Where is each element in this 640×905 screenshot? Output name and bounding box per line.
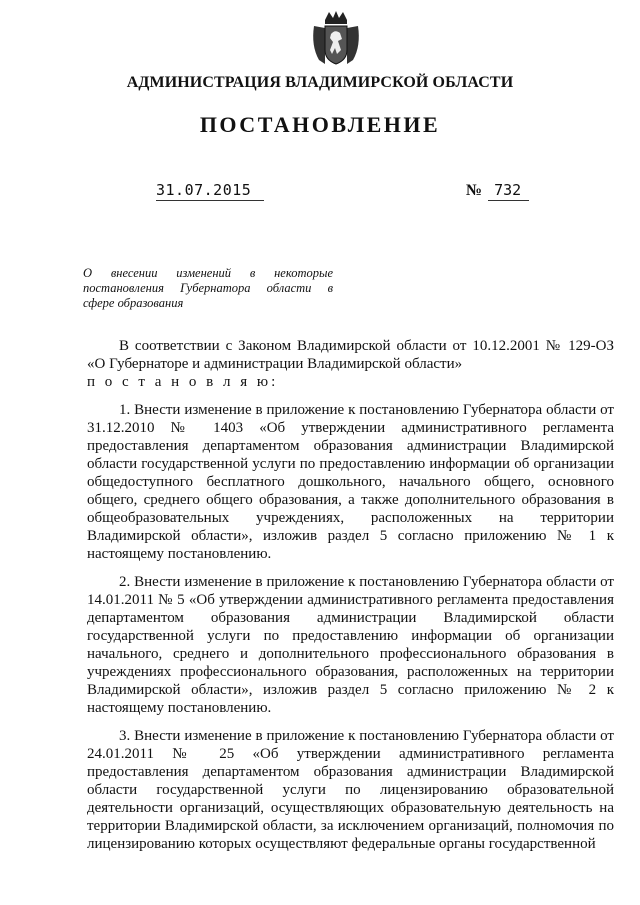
number-value: 732 — [488, 181, 529, 201]
document-number — [466, 181, 529, 200]
number-sign: № — [466, 182, 483, 199]
document-date: 31.07.2015 — [156, 181, 264, 201]
clause-3: 3. Внести изменение в приложение к постановлению Губернатора области от 24.01.2011 № 25 «Об утверждении административного регламента предоставления департаментом образования администрации Владимирской области государственной услуги по лицензированию образовательной деятельности организаций, осуществляющих образовательную деятельность на территории Владимирской области, за исключением организаций, полномочия по лицензированию которых осуществляют федеральные органы государственной — [87, 728, 614, 852]
clause-1: 1. Внести изменение в приложение к постановлению Губернатора области от 31.12.2010 № 1403 «Об утверждении административного регламента предоставления департаментом образования администрации Владимирской области государственной услуги по предоставлению информации об организации общедоступного бесплатного дошкольного, начального общего, основного общего, среднего общего образования, а также дополнительного образования в общеобразовательных учреждениях, расположенных на территории Владимирской области», изложив раздел 5 согласно приложению № 1 к настоящему постановлению. — [87, 402, 614, 562]
subject-line: сфере образования — [83, 296, 184, 310]
clause-2: 2. Внести изменение в приложение к постановлению Губернатора области от 14.01.2011 № 5 «Об утверждении административного регламента предоставления департаментом образования администрации Владимирской области государственной услуги по предоставлению информации об организации начального, среднего и дополнительного профессионального образования в учреждениях профессионального образования, расположенных на территории Владимирской области», изложив раздел 5 согласно приложению № 2 к настоящему постановлению. — [87, 574, 614, 716]
document-type: ПОСТАНОВЛЕНИЕ — [199, 112, 441, 137]
subject-line: О внесении изменений в некоторые — [83, 266, 333, 280]
subject-line: постановления Губернатора области в — [83, 281, 333, 295]
document-subject — [83, 266, 333, 311]
resolve-word: п о с т а н о в л я ю: — [87, 374, 279, 390]
intro-paragraph: В соответствии с Законом Владимирской области от 10.12.2001 № 129-ОЗ «О Губернаторе и администрации Владимирской области» — [87, 338, 614, 372]
coat-of-arms-icon — [311, 10, 361, 66]
organization-title: АДМИНИСТРАЦИЯ ВЛАДИМИРСКОЙ ОБЛАСТИ — [126, 74, 514, 91]
document-body — [87, 337, 614, 853]
